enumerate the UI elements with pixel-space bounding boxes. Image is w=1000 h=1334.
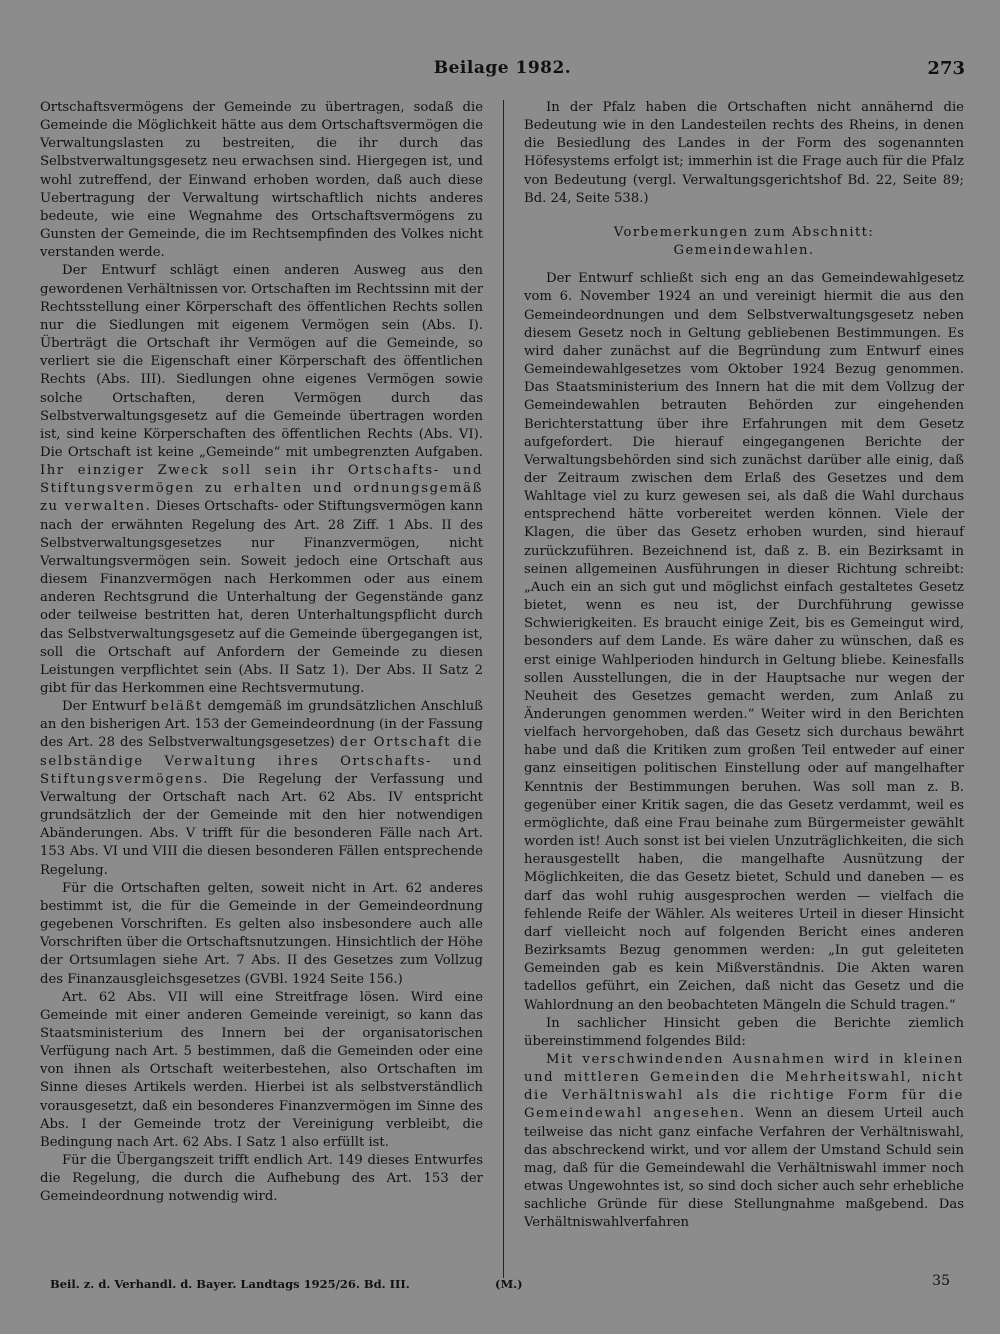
paragraph: Ortschaftsvermögens der Gemeinde zu übertragen, sodaß die Gemeinde die Möglichkeit hätte aus dem Ortschaftsvermögen die Verwaltungslasten zu bestreiten, die ihr durch das Selbstverwaltungsgesetz neu erwachsen sind. Hiergegen ist, und wohl zutreffend, der Einwand erhoben worden, daß auch diese Uebertragung der Verwaltung wirtschaftlich nichts anderes bedeute, wie eine Wegnahme des Ortschaftsvermögens zu Gunsten der Gemeinde, die im Rechtsempfinden des Volkes nicht verstanden werde. (40, 100, 483, 261)
paragraph (524, 1051, 964, 1233)
footer-source: Beil. z. d. Verhandl. d. Bayer. Landtags 1925/26. Bd. III. (50, 1277, 410, 1291)
paragraph: Für die Ortschaften gelten, soweit nicht in Art. 62 anderes bestimmt ist, die für die Gemeinde in der Gemeindeordnung gegebenen Vorschriften. Es gelten also insbesondere auch alle Vorschriften über die Ortschaftsnutzungen. Hinsichtlich der Höhe der Ortsumlagen siehe Art. 7 Abs. II des Gesetzes zum Vollzug des Finanzausgleichsgesetzes (GVBl. 1924 Seite 156.) (40, 880, 483, 987)
emphasized-text: beläßt (150, 699, 203, 715)
text-run: Dieses Ortschafts- oder Stiftungsvermögen kann nach der erwähnten Regelung des Art. 28 Ziff. 1 Abs. II des Selbstverwaltungsgesetzes nur Finanzvermögen, nicht Verwaltungsvermögen sein. Soweit jedoch eine Ortschaft aus diesem Finanzvermögen nach Herkommen oder aus einem anderen Rechtsgrund die Unterhaltung der Gegenstände ganz oder teilweise bestritten hat, deren Unterhaltungspflicht durch das Selbstverwaltungsgesetz auf die Gemeinde übergegangen ist, soll die Ortschaft auf Anfordern der Gemeinde zu diesen Leistungen verpflichtet sein (Abs. II Satz 1). Der Abs. II Satz 2 gibt für das Herkommen eine Rechtsvermutung. (40, 499, 483, 696)
paragraph: Art. 62 Abs. VII will eine Streitfrage lösen. Wird eine Gemeinde mit einer anderen Gemeinde vereinigt, so kann das Staatsministerium des Innern bei der organisatorischen Verfügung nach Art. 5 bestimmen, daß die Gemeinden oder eine von ihnen als Ortschaft weiterbestehen, also Ortschaften im Sinne dieses Artikels werden. Hierbei ist als selbstverständlich vorausgesetzt, daß ein besonderes Finanzvermögen im Sinne des Abs. I der Gemeinde trotz der Vereinigung verbleibt, die Bedingung nach Art. 62 Abs. I Satz 1 also erfüllt ist. (40, 989, 483, 1150)
text-run: Der Entwurf schlägt einen anderen Ausweg aus den gewordenen Verhältnissen vor. Ortschaften im Rechtssinn mit der Rechtsstellung einer Körperschaft des öffentlichen Rechts sollen nur die Siedlungen mit eigenem Vermögen sein (Abs. I). Überträgt die Ortschaft ihr Vermögen auf die Gemeinde, so verliert sie die Eigenschaft einer Körperschaft des öffentlichen Rechts (Abs. III). Siedlungen ohne eigenes Vermögen sowie solche Ortschaften, deren Vermögen durch das Selbstverwaltungsgesetz auf die Gemeinde übertragen worden ist, sind keine Körperschaften des öffentlichen Rechts (Abs. VI). Die Ortschaft ist keine „Gemeinde“ mit umbegrenzten Aufgaben. (40, 263, 483, 460)
right-column (524, 99, 964, 1233)
paragraph (40, 698, 483, 880)
paragraph: Der Entwurf schließt sich eng an das Gemeindewahlgesetz vom 6. November 1924 an und vereinigt hiermit die aus den Gemeindeordnungen und dem Selbstverwaltungsgesetz neben diesem Gesetz noch in Geltung gebliebenen Bestimmungen. Es wird daher zunächst auf die Begründung zum Entwurf eines Gemeindewahlgesetzes vom Oktober 1924 Bezug genommen. Das Staatsministerium des Innern hat die mit dem Vollzug der Gemeindewahlen betrauten Behörden zur eingehenden Berichterstattung über ihre Erfahrungen mit dem Gesetz aufgefordert. Die hierauf eingegangenen Berichte der Verwaltungsbehörden sind sich zunächst darüber alle einig, daß der Zeitraum zwischen dem Erlaß des Gesetzes und dem Wahltage viel zu kurz gewesen sei, als daß die Wahl durchaus entsprechend hätte vorbereitet werden können. Viele der Klagen, die über das Gesetz erhoben wurden, sind hierauf zurückzuführen. Bezeichnend ist, daß z. B. ein Bezirksamt in seinen allgemeinen Ausführungen in dieser Richtung schreibt: „Auch ein an sich gut und möglichst einfach gestaltetes Gesetz bietet, wenn es neu ist, der Durchführung gewisse Schwierigkeiten. Es braucht einige Zeit, bis es Gemeingut wird, besonders auf dem Lande. Es wäre daher zu wünschen, daß es erst einige Wahlperioden hindurch in Geltung bliebe. Keinesfalls sollen Ausstellungen, die in der Hauptsache nur wegen der Neuheit des Gesetzes gemacht werden, zum Anlaß zu Änderungen genommen werden.“ Weiter wird in den Berichten vielfach hervorgehoben, daß das Gesetz sich durchaus bewährt habe und daß die Kritiken zum großen Teil entweder auf einer ganz einseitigen politischen Einstellung oder auf mangelhafter Kenntnis der Bestimmungen beruhen. Was soll man z. B. gegenüber einer Kritik sagen, die das Gesetz verdammt, weil es ermöglichte, daß eine Frau beinahe zum Bürgermeister gewählt worden ist! Auch sonst ist bei vielen Unzuträglichkeiten, die sich herausgestellt haben, die mangelhafte Ausnützung der Möglichkeiten, die das Gesetz bietet, Schuld und daneben — es darf das wohl ruhig ausgesprochen werden — vielfach die fehlende Reife der Wähler. Als weiteres Urteil in dieser Hinsicht darf vielleicht noch auf folgenden Bericht eines anderen Bezirksamts Bezug genommen werden: „In gut geleiteten Gemeinden gab es kein Mißverständnis. Die Akten waren tadellos geführt, ein Zeichen, daß nicht das Gesetz und die Wahlordnung an den beobachteten Mängeln die Schuld tragen.“ (524, 271, 964, 1013)
footer-sheet-number: 35 (932, 1273, 950, 1289)
text-run: Wenn an diesem Urteil auch teilweise das nicht ganz einfache Verfahren der Verhältniswahl, das abschreckend wirkt, und vor allem der Umstand Schuld sein mag, daß für die Gemeindewahl die Verhältniswahl immer noch etwas Ungewohntes ist, so sind doch sicher auch sehr erhebliche sachliche Gründe für diese Stellungnahme maßgebend. Das Verhältniswahlverfahren (524, 1106, 964, 1231)
emphasized-text: Ihr einziger Zweck soll sein ihr Ortschafts- und Stiftungsvermögen zu erhalten und ordnungsgemäß zu verwalten. (40, 463, 483, 515)
column-divider (503, 100, 504, 1278)
header-title: Beilage 1982. (433, 58, 572, 78)
page-number: 273 (927, 58, 965, 79)
page-footer (50, 1273, 950, 1301)
left-column (40, 99, 483, 1207)
heading-line-1: Vorbemerkungen zum Abschnitt: (613, 224, 875, 240)
heading-line-2: Gemeindewahlen. (673, 243, 815, 259)
text-run: Der Entwurf (62, 699, 151, 715)
text-run: Die Regelung der Verfassung und Verwaltung der Ortschaft nach Art. 62 Abs. IV entspricht grundsätzlich der der Gemeinde mit den hier notwendigen Abänderungen. Abs. V trifft für die besonderen Fälle nach Art. 153 Abs. VI und VIII die diesen besonderen Fällen entsprechende Regelung. (40, 771, 483, 878)
paragraph (40, 262, 483, 698)
emphasized-text: der Ortschaft die selbständige Verwaltung ihres Ortschafts- und Stiftungsvermögens. (40, 735, 484, 787)
text-run: demgemäß im grundsätzlichen Anschluß an den bisherigen Art. 153 der Gemeindeordnung (in der Fassung des Art. 28 des Selbstverwaltungsgesetzes) (40, 699, 483, 751)
footer-mark: (M.) (495, 1277, 523, 1291)
emphasized-text: Mit verschwindenden Ausnahmen wird in kleinen und mittleren Gemeinden die Mehrheitswahl, nicht die Verhältniswahl als die richtige Form für die Gemeindewahl angesehen. (524, 1051, 964, 1122)
section-heading (524, 224, 964, 260)
paragraph: Für die Übergangszeit trifft endlich Art. 149 dieses Entwurfes die Regelung, die durch die Aufhebung des Art. 153 der Gemeindeordnung notwendig wird. (40, 1153, 483, 1205)
paragraph: In sachlicher Hinsicht geben die Berichte ziemlich übereinstimmend folgendes Bild: (524, 1015, 964, 1049)
page-header (40, 58, 965, 84)
paragraph: In der Pfalz haben die Ortschaften nicht annähernd die Bedeutung wie in den Landesteilen rechts des Rheins, in denen die Besiedlung des Landes in der Form des sogenannten Höfesystems erfolgt ist; immerhin ist die Frage auch für die Pfalz von Bedeutung (vergl. Verwaltungsgerichtshof Bd. 22, Seite 89; Bd. 24, Seite 538.) (524, 100, 964, 206)
